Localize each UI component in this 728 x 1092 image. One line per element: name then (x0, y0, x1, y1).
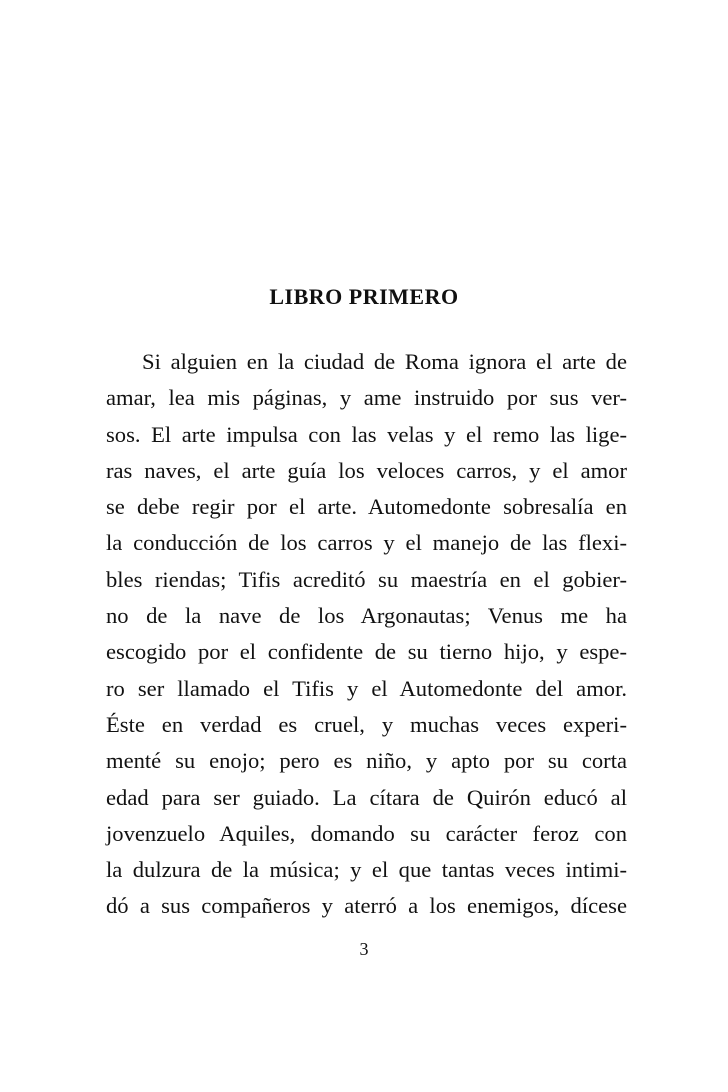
text-line: sos. El arte impulsa con las velas y el remo las lige- (106, 421, 627, 447)
text-line: bles riendas; Tifis acreditó su maestría en el gobier- (106, 566, 627, 592)
text-line: dó a sus compañeros y aterró a los enemigos, dícese (106, 893, 627, 919)
body-paragraph (106, 344, 627, 925)
text-line: amar, lea mis páginas, y ame instruido por sus ver- (106, 385, 627, 411)
text-line: Si alguien en la ciudad de Roma ignora el arte de (142, 349, 627, 374)
text-line: no de la nave de los Argonautas; Venus me ha (106, 603, 627, 629)
text-line: Éste en verdad es cruel, y muchas veces experi- (106, 711, 627, 737)
text-line: se debe regir por el arte. Automedonte sobresalía en (106, 494, 627, 520)
text-line: jovenzuelo Aquiles, domando su carácter feroz con (106, 820, 627, 846)
text-line: la conducción de los carros y el manejo de las flexi- (106, 530, 627, 556)
text-line: la dulzura de la música; y el que tantas veces intimi- (106, 857, 627, 883)
text-line: escogido por el confidente de su tierno hijo, y espe- (106, 639, 627, 665)
page-number: 3 (359, 939, 369, 959)
text-line: ro ser llamado el Tifis y el Automedonte del amor. (106, 675, 627, 701)
text-line: ras naves, el arte guía los veloces carros, y el amor (106, 457, 627, 483)
text-line: edad para ser guiado. La cítara de Quirón educó al (106, 784, 627, 810)
text-line: menté su enojo; pero es niño, y apto por su corta (106, 748, 627, 774)
chapter-title: LIBRO PRIMERO (269, 284, 459, 309)
